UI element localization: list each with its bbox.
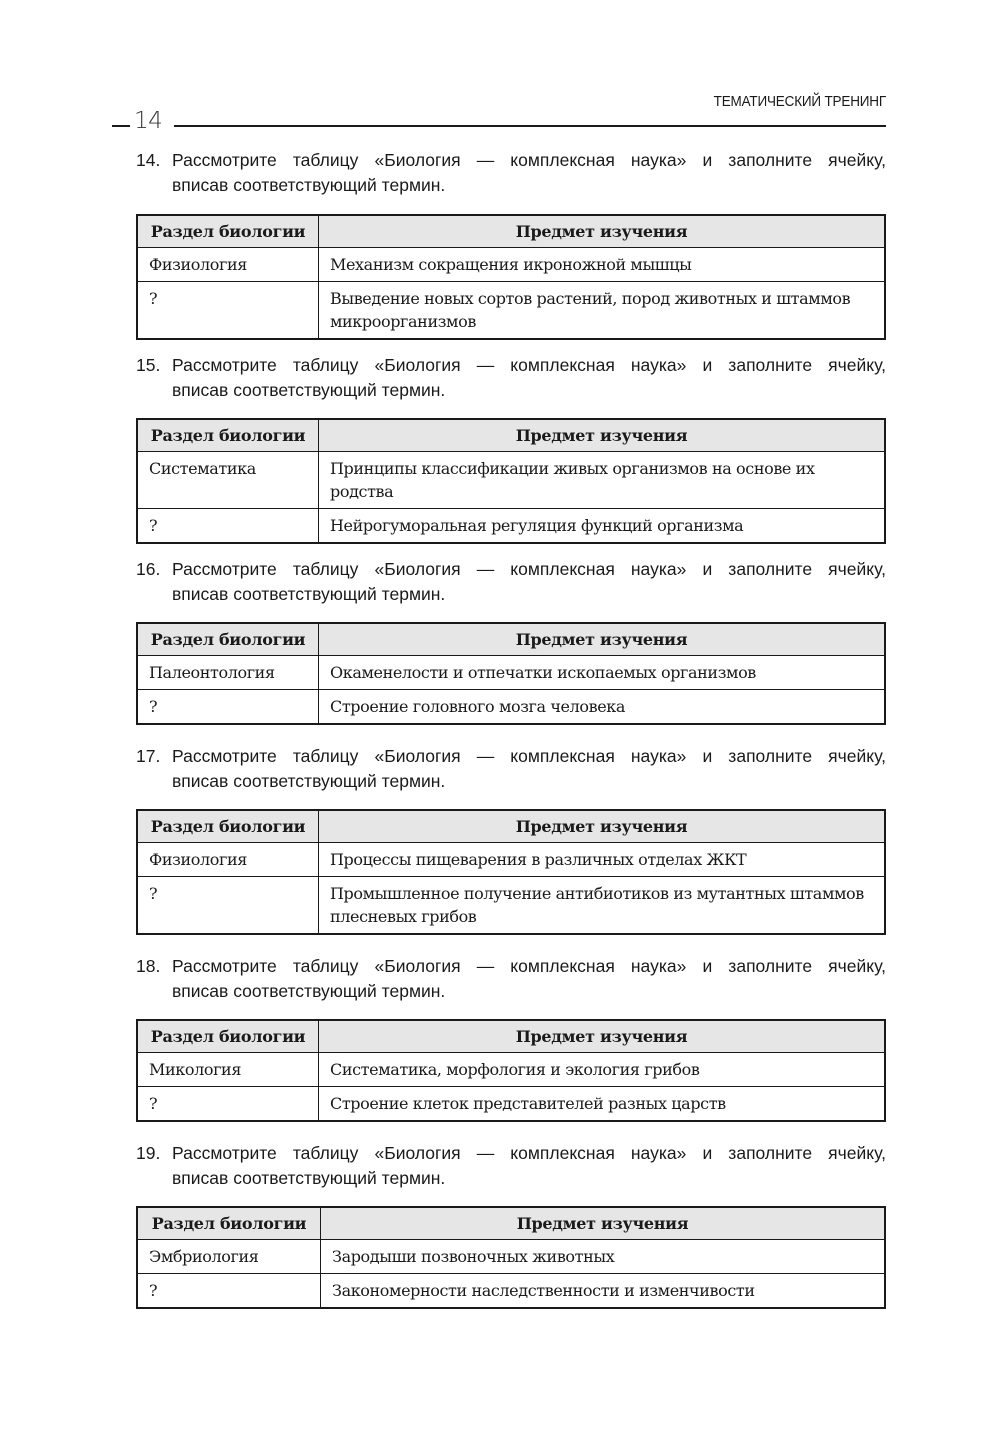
task-16 xyxy=(136,557,886,716)
table-row xyxy=(137,1053,885,1087)
table-header-row xyxy=(137,1207,885,1240)
subject-cell: Окаменелости и отпечатки ископаемых организмов xyxy=(319,656,886,690)
column-header-section: Раздел биологии xyxy=(137,1020,319,1053)
subject-cell: Строение клеток представителей разных царств xyxy=(319,1087,886,1122)
section-cell: Физиология xyxy=(137,248,319,282)
task-prompt xyxy=(136,148,886,198)
answer-cell[interactable]: ? xyxy=(137,1087,319,1122)
section-cell: Микология xyxy=(137,1053,319,1087)
task-text-line: Рассмотрите таблицу «Биология — комплексная наука» и заполните ячейку, xyxy=(172,1143,886,1163)
answer-cell[interactable]: ? xyxy=(137,877,319,935)
task-number: 18. xyxy=(136,956,161,976)
task-text-line: Рассмотрите таблицу «Биология — комплексная наука» и заполните ячейку, xyxy=(172,956,886,976)
answer-cell[interactable]: ? xyxy=(137,1274,321,1309)
table-row xyxy=(137,509,885,544)
task-prompt xyxy=(136,557,886,607)
column-header-subject: Предмет изучения xyxy=(319,419,886,452)
task-number: 16. xyxy=(136,559,161,579)
task-number: 19. xyxy=(136,1143,161,1163)
column-header-subject: Предмет изучения xyxy=(319,1020,886,1053)
column-header-section: Раздел биологии xyxy=(137,1207,321,1240)
task-18 xyxy=(136,954,886,1113)
task-text-line: Рассмотрите таблицу «Биология — комплексная наука» и заполните ячейку, xyxy=(172,746,886,766)
task-17 xyxy=(136,744,886,926)
answer-cell[interactable]: ? xyxy=(137,282,319,340)
column-header-subject: Предмет изучения xyxy=(319,623,886,656)
section-cell: Палеонтология xyxy=(137,656,319,690)
task-text-line: вписав соответствующий термин. xyxy=(172,1168,446,1188)
table-row xyxy=(137,452,885,509)
section-cell: Систематика xyxy=(137,452,319,509)
subject-cell: Выведение новых сортов растений, пород животных и штаммов микроорганизмов xyxy=(319,282,886,340)
task-text-line: Рассмотрите таблицу «Биология — комплексная наука» и заполните ячейку, xyxy=(172,559,886,579)
task-number: 17. xyxy=(136,746,161,766)
subject-cell: Строение головного мозга человека xyxy=(319,690,886,725)
table-row xyxy=(137,1240,885,1274)
table-row xyxy=(137,1274,885,1309)
subject-cell: Нейрогуморальная регуляция функций организма xyxy=(319,509,886,544)
subject-cell: Закономерности наследственности и изменчивости xyxy=(321,1274,886,1309)
table-header-row xyxy=(137,623,885,656)
biology-table xyxy=(136,809,886,935)
task-text-line: вписав соответствующий термин. xyxy=(172,981,446,1001)
task-prompt xyxy=(136,1141,886,1191)
section-cell: Физиология xyxy=(137,843,319,877)
table-header-row xyxy=(137,215,885,248)
table-row xyxy=(137,877,885,935)
biology-table xyxy=(136,418,886,544)
column-header-subject: Предмет изучения xyxy=(321,1207,886,1240)
task-text-line: вписав соответствующий термин. xyxy=(172,584,446,604)
table-header-row xyxy=(137,810,885,843)
subject-cell: Промышленное получение антибиотиков из мутантных штаммов плесневых грибов xyxy=(319,877,886,935)
task-19 xyxy=(136,1141,886,1300)
task-text-line: Рассмотрите таблицу «Биология — комплексная наука» и заполните ячейку, xyxy=(172,355,886,375)
table-row xyxy=(137,656,885,690)
task-prompt xyxy=(136,353,886,403)
table-row xyxy=(137,282,885,340)
task-number: 14. xyxy=(136,150,161,170)
task-text-line: вписав соответствующий термин. xyxy=(172,175,446,195)
column-header-section: Раздел биологии xyxy=(137,810,319,843)
header-rule xyxy=(112,125,130,127)
task-text-line: вписав соответствующий термин. xyxy=(172,771,446,791)
table-row xyxy=(137,843,885,877)
page-number: 14 xyxy=(134,108,163,134)
task-text-line: Рассмотрите таблицу «Биология — комплексная наука» и заполните ячейку, xyxy=(172,150,886,170)
subject-cell: Зародыши позвоночных животных xyxy=(321,1240,886,1274)
section-cell: Эмбриология xyxy=(137,1240,321,1274)
column-header-subject: Предмет изучения xyxy=(319,215,886,248)
subject-cell: Систематика, морфология и экология грибов xyxy=(319,1053,886,1087)
table-row xyxy=(137,248,885,282)
biology-table xyxy=(136,1206,886,1309)
subject-cell: Процессы пищеварения в различных отделах ЖКТ xyxy=(319,843,886,877)
column-header-section: Раздел биологии xyxy=(137,623,319,656)
biology-table xyxy=(136,214,886,340)
biology-table xyxy=(136,1019,886,1122)
task-prompt xyxy=(136,744,886,794)
task-prompt xyxy=(136,954,886,1004)
running-title: ТЕМАТИЧЕСКИЙ ТРЕНИНГ xyxy=(713,93,886,110)
column-header-subject: Предмет изучения xyxy=(319,810,886,843)
table-row xyxy=(137,690,885,725)
column-header-section: Раздел биологии xyxy=(137,419,319,452)
subject-cell: Принципы классификации живых организмов на основе их родства xyxy=(319,452,886,509)
header-rule xyxy=(174,125,886,127)
task-15 xyxy=(136,353,886,535)
answer-cell[interactable]: ? xyxy=(137,690,319,725)
column-header-section: Раздел биологии xyxy=(137,215,319,248)
task-number: 15. xyxy=(136,355,161,375)
table-header-row xyxy=(137,419,885,452)
subject-cell: Механизм сокращения икроножной мышцы xyxy=(319,248,886,282)
task-text-line: вписав соответствующий термин. xyxy=(172,380,446,400)
table-header-row xyxy=(137,1020,885,1053)
task-14 xyxy=(136,148,886,331)
biology-table xyxy=(136,622,886,725)
table-row xyxy=(137,1087,885,1122)
answer-cell[interactable]: ? xyxy=(137,509,319,544)
